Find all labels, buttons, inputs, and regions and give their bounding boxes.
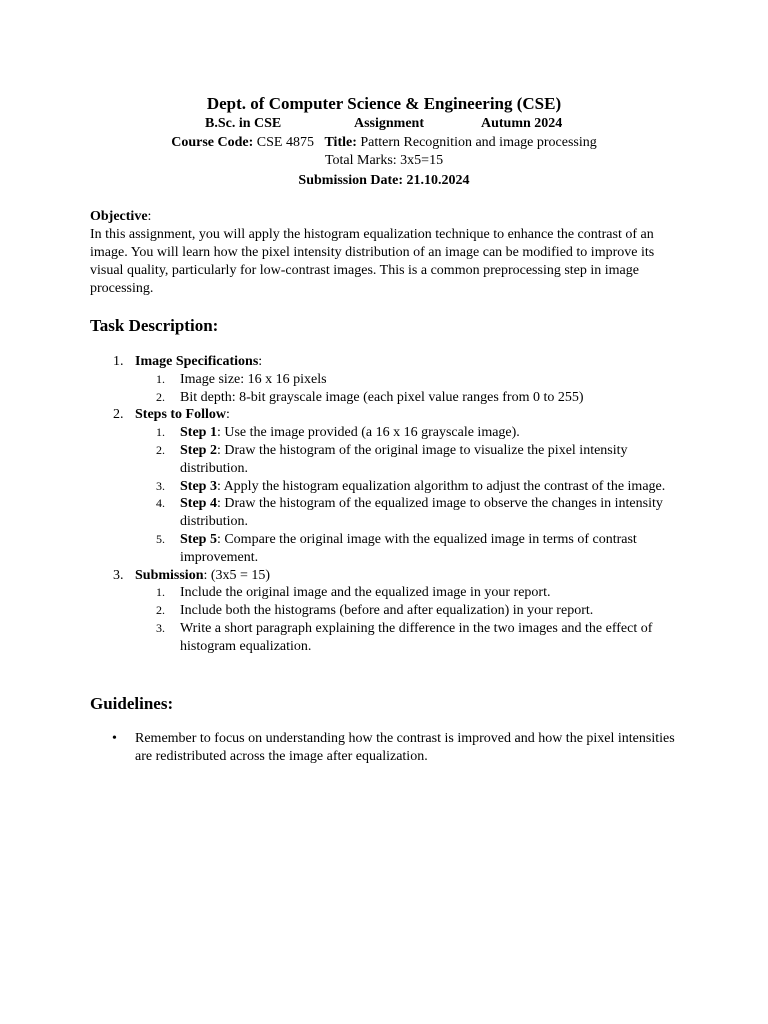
course-row: [0, 135, 768, 151]
sub-item: [90, 584, 680, 602]
guidelines-heading: Guidelines:: [90, 694, 174, 713]
step-label: Step 5: [180, 531, 217, 547]
task-number: 1.: [113, 354, 124, 369]
sub-text: Image size: 16 x 16 pixels: [180, 371, 327, 387]
task-item: [90, 353, 680, 371]
sub-item: [90, 389, 680, 407]
guideline-text: Remember to focus on understanding how the contrast is improved and how the pixel intensities are redistributed across the image after equalization.: [135, 731, 675, 764]
task-item: [90, 406, 680, 424]
step-label: Step 3: [180, 478, 217, 494]
sub-number: 1.: [156, 371, 165, 386]
total-marks: Total Marks: 3x5=15: [324, 153, 444, 168]
sub-number: 4.: [156, 496, 165, 511]
department-title: Dept. of Computer Science & Engineering (CSE): [206, 94, 562, 113]
program-row: [0, 116, 768, 134]
term: Autumn 2024: [481, 116, 563, 131]
sub-number: 2.: [156, 603, 165, 618]
sub-item: [90, 620, 680, 656]
objective-text: In this assignment, you will apply the histogram equalization technique to enhance the contrast of an image. You will learn how the pixel intensity distribution of an image can be modified to improve its visual quality, particularly for low-contrast images. This is a common preprocessing step in image processing.: [90, 227, 655, 296]
guideline-item: [90, 730, 680, 766]
task-label: Image Specifications: [135, 354, 259, 369]
sub-number: 1.: [156, 425, 165, 440]
objective-label: Objective: [90, 209, 148, 224]
task-number: 2.: [113, 407, 124, 423]
sub-text: : Apply the histogram equalization algorithm to adjust the contrast of the image.: [216, 478, 666, 494]
sub-text: : Draw the histogram of the equalized image to observe the changes in intensity distribution.: [180, 496, 663, 530]
course-title: Pattern Recognition and image processing: [360, 135, 597, 150]
course-title-label: Title:: [324, 135, 357, 150]
sub-number: 1.: [156, 585, 165, 600]
course-code-label: Course Code:: [171, 135, 254, 150]
step-label: Step 4: [180, 496, 217, 512]
sub-number: 2.: [156, 389, 165, 404]
sub-item: [90, 442, 680, 478]
task-number: 3.: [113, 567, 124, 583]
sub-item: [90, 478, 680, 496]
task-label: Steps to Follow: [135, 407, 226, 423]
assignment-type: Assignment: [354, 116, 425, 131]
step-label: Step 1: [180, 425, 217, 441]
sub-text: Write a short paragraph explaining the difference in the two images and the effect of histogram equalization.: [180, 620, 653, 654]
sub-text: Include both the histograms (before and after equalization) in your report.: [180, 603, 594, 619]
sub-number: 3.: [156, 478, 165, 493]
task-label: Submission: [135, 567, 204, 583]
step-label: Step 2: [180, 442, 217, 458]
sub-number: 2.: [156, 442, 165, 457]
sub-text: : Compare the original image with the equalized image in terms of contrast improvement.: [180, 531, 637, 565]
guidelines-list: [90, 730, 680, 766]
sub-item: [90, 531, 680, 567]
sub-text: : Use the image provided (a 16 x 16 grayscale image).: [216, 425, 520, 441]
task-suffix: : (3x5 = 15): [203, 567, 271, 583]
sub-number: 5.: [156, 531, 165, 546]
sub-item: [90, 371, 680, 389]
task-suffix: :: [226, 407, 230, 423]
program: B.Sc. in CSE: [205, 116, 282, 131]
sub-item: [90, 602, 680, 620]
sub-text: Include the original image and the equalized image in your report.: [180, 585, 551, 601]
task-description-heading: Task Description:: [90, 316, 219, 335]
task-sublist: [90, 424, 680, 566]
objective-section: [90, 208, 680, 298]
task-suffix: :: [258, 354, 263, 369]
sub-text: Bit depth: 8-bit grayscale image (each pixel value ranges from 0 to 255): [180, 389, 584, 405]
task-item: [90, 567, 680, 585]
sub-text: : Draw the histogram of the original image to visualize the pixel intensity distribution.: [180, 442, 628, 476]
sub-item: [90, 495, 680, 531]
sub-number: 3.: [156, 620, 165, 635]
task-sublist: [90, 371, 680, 407]
submission-date: Submission Date: 21.10.2024: [298, 173, 470, 188]
bullet-icon: •: [112, 731, 117, 746]
sub-item: [90, 424, 680, 442]
course-code: CSE 4875: [256, 135, 314, 150]
task-sublist: [90, 584, 680, 655]
task-list: [90, 353, 680, 656]
objective-colon: :: [147, 209, 152, 224]
